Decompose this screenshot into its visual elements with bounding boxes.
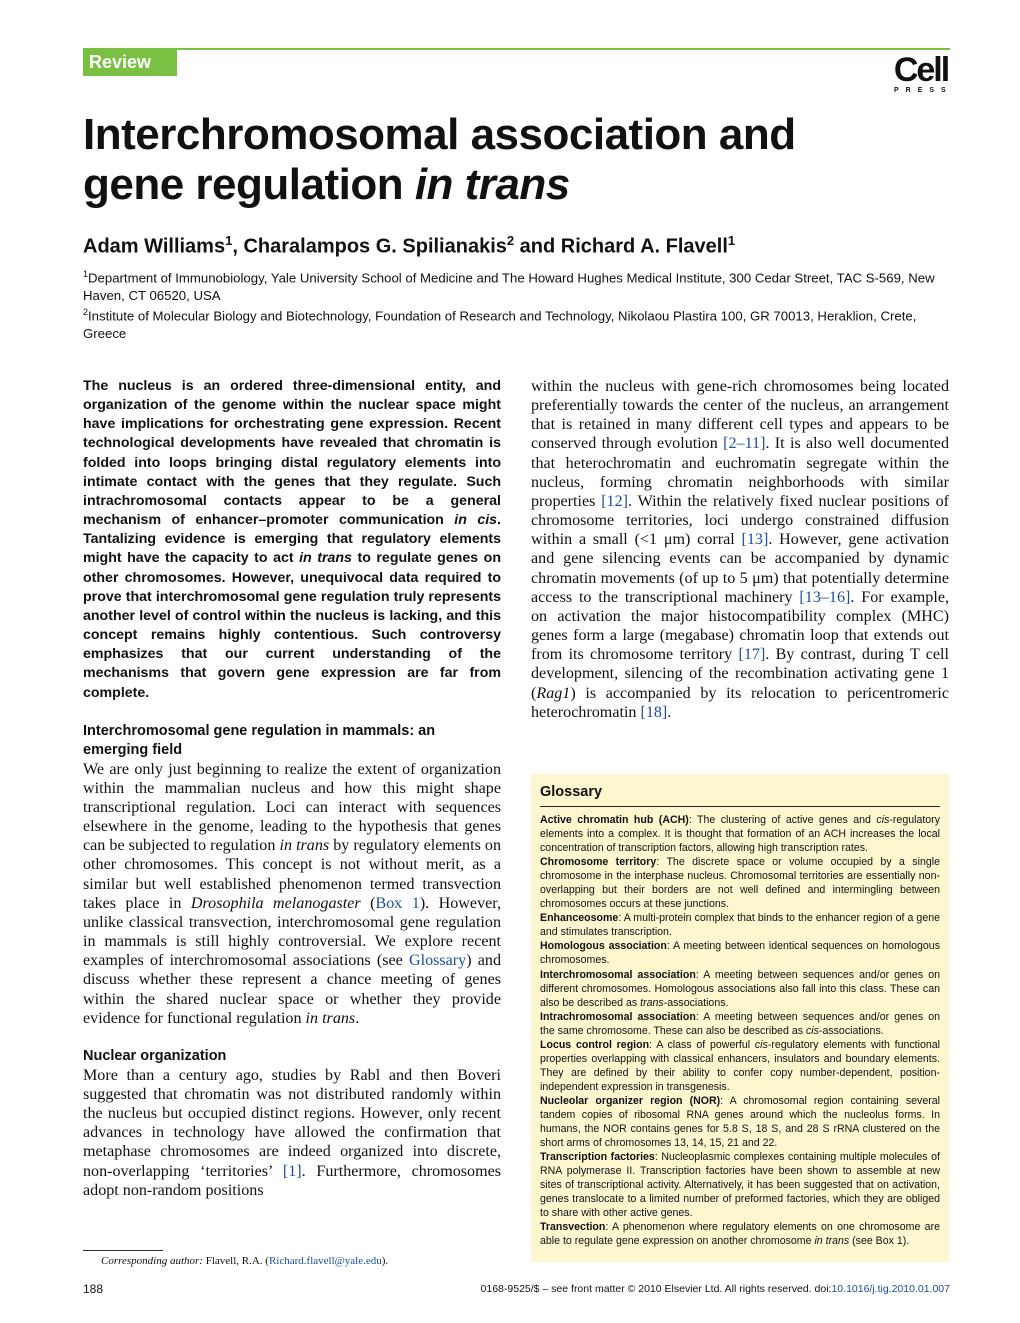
glossary-entry [540, 939, 940, 967]
cell-press-logo [890, 51, 953, 94]
glossary-definition: : The clustering of active genes and [688, 814, 877, 826]
body-text: by regulatory elements on other chromosomes. This concept is not without merit, as a similar but well established phenomenon termed transvection takes place in [83, 837, 502, 912]
glossary-rule [540, 806, 940, 807]
section-label: Review [83, 48, 177, 76]
glossary-term: Interchromosomal association [540, 968, 696, 981]
glossary-italic: trans [640, 996, 664, 1009]
gene-name: Rag1 [536, 684, 571, 702]
glossary-italic: cis [754, 1038, 768, 1051]
glossary-definition: : A phenomenon where regulatory elements on one chromosome are able to regulate gene expression on another chromosome [540, 1221, 940, 1248]
box-1-link[interactable]: Box 1 [375, 894, 420, 912]
affiliation-text: Institute of Molecular Biology and Biotechnology, Foundation of Research and Technology, Nikolaou Plastira 100, GR 70013, Heraklion, Crete, Greece [83, 308, 917, 342]
right-column [531, 377, 949, 722]
body-text: ). However, unlike classical transvection, interchromosomal gene regulation in mammals is still highly controversial. We explore recent examples of interchromosomal associations (see [83, 894, 502, 970]
author-affiliation-mark: 1 [727, 233, 736, 248]
glossary-definition: (see Box 1). [849, 1235, 910, 1248]
logo-sub: PRESS [894, 87, 953, 94]
glossary-definition: -regulatory elements into a complex. It is thought that formation of an ACH increases the local concentration of transcription factors, allowing high transcription rates. [540, 814, 941, 855]
body-paragraph [531, 377, 949, 722]
glossary-term: Homologous association [540, 940, 667, 953]
footnote-text: ). [381, 1255, 389, 1267]
glossary-definition: : A multi-protein complex that binds to the enhancer region of a gene and stimulates transcription. [540, 912, 940, 939]
glossary-entry [540, 813, 940, 855]
glossary-box [531, 774, 949, 1262]
body-paragraph [83, 1066, 501, 1200]
reference-link[interactable]: [12] [601, 492, 628, 510]
glossary-italic: in trans [814, 1235, 850, 1248]
abstract [83, 377, 501, 703]
glossary-entry [540, 911, 940, 939]
body-text: ( [360, 894, 376, 912]
author-affiliation-mark: 2 [506, 233, 515, 248]
glossary-term: Transcription factories [540, 1151, 655, 1164]
author-name: Richard A. Flavell [560, 235, 728, 258]
reference-link[interactable]: [18] [640, 703, 668, 721]
header-rule [177, 48, 950, 50]
affiliation-number: 1 [83, 269, 89, 279]
left-column [83, 377, 501, 1200]
doi-link[interactable]: 10.1016/j.tig.2010.01.007 [831, 1283, 950, 1295]
abstract-text: . Tantalizing evidence is emerging that regulatory elements might have the capacity to act [83, 512, 501, 567]
author-separator: , [232, 235, 244, 258]
glossary-term: Active chromatin hub (ACH) [540, 814, 689, 826]
affiliation-text: Department of Immunobiology, Yale University School of Medicine and The Howard Hughes Medical Institute, 300 Cedar Street, TAC S-569, New Haven, CT 06520, USA [83, 270, 935, 303]
title-line-2: gene regulation [83, 160, 415, 209]
page-number: 188 [83, 1282, 104, 1296]
glossary-term: Chromosome territory [540, 856, 657, 869]
affiliations [83, 266, 951, 343]
glossary-entry [540, 968, 940, 1010]
abstract-text: The nucleus is an ordered three-dimensional entity, and organization of the genome within the nuclear space might have implications for orchestrating gene expression. Recent technological developments have revealed that chromatin is folded into loops bringing distal regulatory elements into intimate contact with the genes that they regulate. Such intrachromosomal contacts appear to be a general mechanism of enhancer–promoter communication [83, 378, 501, 529]
glossary-entry [540, 1010, 940, 1038]
glossary-definition: : Nucleoplasmic complexes containing multiple molecules of RNA polymerase II. Transcription factories have been shown to assemble at new sites of transcriptional activity. Alternatively, it has been suggested that on activation, genes translocate to a limited number of preformed factories, which they are obliged to share with other active genes. [540, 1151, 940, 1220]
body-text: ) and discuss whether these represent a chance meeting of genes within the shared nuclear space or whether they provide evidence for functional regulation [83, 952, 502, 1027]
author-conjunction: and [514, 235, 561, 258]
glossary-definition: : The discrete space or volume occupied by a single chromosome in the interphase nucleus. Chromosomal territories are essentially non-overlapping but their borders are not well defined and intermingling between chromosomes occurs at these junctions. [540, 856, 940, 911]
author-name: Adam Williams [83, 235, 226, 258]
author-list [83, 228, 943, 260]
glossary-definition: : A class of powerful [649, 1038, 755, 1051]
article-title [83, 110, 943, 210]
body-text: . However, gene activation and gene silencing events can be accompanied by dynamic chromatin movements (of up to 5 μm) that potentially determine access to the transcriptional machinery [531, 531, 950, 606]
reference-link[interactable]: [2–11] [723, 435, 766, 453]
body-text: within the nucleus with gene-rich chromosomes being located preferentially towards the center of the nucleus, an arrangement that is retained in many different cell types and appears to be conserved through evolution [531, 378, 949, 453]
logo-word: Cell [893, 51, 949, 89]
body-italic: in trans [305, 1009, 356, 1027]
body-text: More than a century ago, studies by Rabl and then Boveri suggested that chromatin was not distributed randomly within the nucleus but occupied distinct regions. However, only recent advances in technology have allowed the confirmation that metaphase chromosomes are indeed organized into discrete, non-overlapping ‘territories’ [83, 1066, 501, 1180]
body-paragraph [83, 760, 501, 1028]
affiliation [83, 266, 951, 304]
body-text: . Within the relatively fixed nuclear positions of chromosome territories, loci undergo constrained diffusion within a small (<1 μm) corral [531, 492, 949, 549]
body-text: . [667, 703, 672, 721]
reference-link[interactable]: [17] [738, 646, 766, 664]
abstract-text: to regulate genes on other chromosomes. However, unequivocal data required to prove that interchromosomal gene regulation truly represents another level of control within the nucleus is lacking, and this concept remains highly contentious. Such controversy emphasizes that our current understanding of the mechanisms that govern gene expression are far from complete. [83, 550, 501, 701]
reference-link[interactable]: [13] [741, 531, 769, 549]
body-text: . It is also well documented that heterochromatin and euchromatin segregate within the nucleus, forming chromatin neighborhoods with similar properties [531, 435, 950, 510]
abstract-italic: in trans [299, 550, 352, 567]
body-text: ) is accompanied by its relocation to pericentromeric heterochromatin [531, 684, 949, 721]
reference-link[interactable]: [13–16] [799, 588, 851, 606]
title-line-1: Interchromosomal association and [83, 110, 796, 159]
glossary-entry [540, 855, 940, 911]
body-italic: in trans [279, 837, 330, 855]
glossary-definition: : A meeting between sequences and/or genes on the same chromosome. These can also be described as [540, 1010, 940, 1037]
glossary-definition: -regulatory elements with functional properties overlapping with classical enhancers, insulators and boundary elements. They are defined by their ability to confer copy number-dependent, position-independent expression in transgenesis. [540, 1038, 940, 1093]
body-text: . For example, on activation the major histocompatibility complex (MHC) genes form a large (megabase) chromatin loop that extends out from its chromosome territory [531, 588, 949, 664]
glossary-definition: : A meeting between identical sequences on homologous chromosomes. [540, 940, 940, 967]
glossary-term: Transvection [540, 1221, 606, 1234]
author-name: Charalampos G. Spilianakis [243, 235, 507, 258]
section-heading: Nuclear organization [83, 1047, 227, 1064]
glossary-entry [540, 1150, 940, 1220]
body-text: . By contrast, during T cell development, silencing of the recombination activating gene 1 ( [531, 646, 950, 702]
glossary-definition: -associations. [663, 996, 729, 1009]
corresponding-author-note [101, 1253, 521, 1269]
affiliation-number: 2 [83, 307, 89, 318]
glossary-link[interactable]: Glossary [408, 952, 467, 970]
glossary-definition: : A meeting between sequences and/or genes on different chromosomes. Homologous associations also fall into this class. These can also be described as [540, 968, 940, 1009]
section-heading: Interchromosomal gene regulation in mammals: an emerging field [83, 722, 436, 758]
glossary-term: Intrachromosomal association [540, 1010, 696, 1023]
glossary-term: Enhanceosome [540, 912, 619, 925]
abstract-italic: in cis [454, 512, 498, 529]
body-text: . Furthermore, chromosomes adopt non-random positions [83, 1162, 501, 1199]
glossary-definition: : A chromosomal region containing several tandem copies of ribosomal RNA genes around which the nucleolus forms. In humans, the NOR contains genes for 5.8 S, 18 S, and 28 S rRNA clustered on the short arms of chromosomes 13, 14, 15, 21 and 22. [540, 1094, 940, 1150]
body-text: We are only just beginning to realize the extent of organization within the mammalian nucleus and how this might shape transcriptional regulation. Loci can interact with sequences elsewhere in the genome, leading to the hypothesis that genes can be subjected to regulation [83, 760, 501, 855]
author-affiliation-mark: 1 [225, 233, 233, 248]
copyright-text: 0168-9525/$ – see front matter © 2010 Elsevier Ltd. All rights reserved. doi: [480, 1283, 832, 1295]
glossary-term: Nucleolar organizer region (NOR) [540, 1094, 721, 1107]
footnote-rule [83, 1250, 163, 1251]
reference-link[interactable]: [1] [282, 1162, 302, 1180]
footnote-text: Flavell, R.A. ( [202, 1255, 269, 1267]
glossary-italic: cis [805, 1024, 819, 1037]
email-link[interactable]: Richard.flavell@yale.edu [268, 1255, 382, 1267]
glossary-entry [540, 1220, 940, 1248]
body-italic: Drosophila melanogaster [190, 894, 361, 912]
glossary-entry [540, 1094, 940, 1150]
glossary-entry [540, 1038, 940, 1094]
affiliation [83, 304, 951, 342]
body-text: . [355, 1009, 360, 1027]
footnote-label: Corresponding author: [101, 1255, 203, 1267]
title-italic: in trans [414, 160, 570, 209]
glossary-term: Locus control region [540, 1038, 650, 1051]
copyright-line [430, 1283, 950, 1295]
glossary-italic: cis [876, 814, 890, 826]
glossary-definition: -associations. [818, 1024, 884, 1037]
glossary-title: Glossary [540, 784, 603, 800]
